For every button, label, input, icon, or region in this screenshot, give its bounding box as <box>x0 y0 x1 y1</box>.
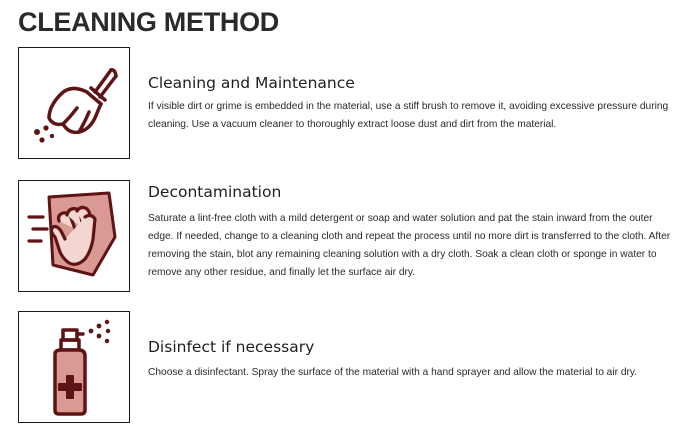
page-title: CLEANING METHOD <box>18 7 279 37</box>
wiping-cloth-icon <box>19 181 129 291</box>
method-icon-box <box>18 311 130 423</box>
method-text: Choose a disinfectant. Spray the surface of the material with a hand sprayer and allow the material to air dry. <box>148 367 638 378</box>
brush-icon <box>19 48 129 158</box>
method-icon-box <box>18 180 130 292</box>
method-icon-box <box>18 47 130 159</box>
method-decontamination <box>18 180 678 293</box>
method-disinfect <box>18 311 678 424</box>
method-heading: Disinfect if necessary <box>148 338 315 356</box>
method-heading: Cleaning and Maintenance <box>148 74 355 92</box>
method-cleaning-maintenance <box>18 47 678 160</box>
method-text: If visible dirt or grime is embedded in the material, use a stiff brush to remove it, avoiding excessive pressure during cleaning. Use a vacuum cleaner to thoroughly extract loose dust and dirt from the material. <box>148 101 669 130</box>
method-heading: Decontamination <box>148 183 282 201</box>
method-text: Saturate a lint-free cloth with a mild detergent or soap and water solution and pat the stain inward from the outer edge. If needed, change to a cleaning cloth and repeat the process until no more dirt is transferred to the cloth. After removing the stain, blot any remaining cleaning solution with a dry cloth. Soak a clean cloth or sponge in water to remove any other residue, and finally let the surface air dry. <box>148 213 671 278</box>
spray-bottle-icon <box>19 312 129 422</box>
